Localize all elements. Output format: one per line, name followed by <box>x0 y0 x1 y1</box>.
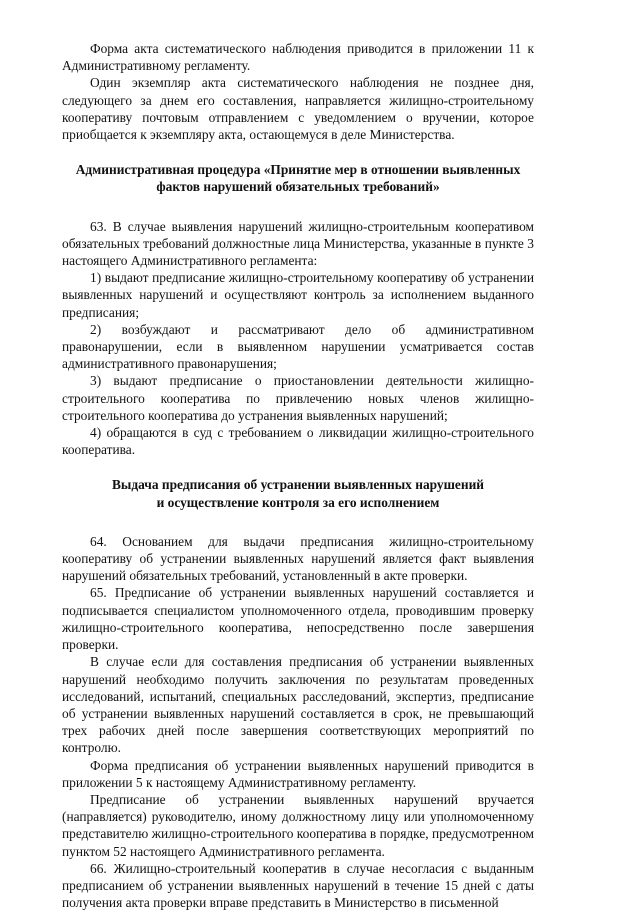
section-heading-line: фактов нарушений обязательных требований» <box>156 179 440 195</box>
paragraph: Предписание об устранении выявленных нарушений вручается (направляется) руководителю, иному должностному лицу или уполномоченному представителю жилищно-строительного кооператива в порядке, предусмотренном пунктом 52 настоящего Административного регламента. <box>62 791 534 859</box>
paragraph: 2) возбуждают и рассматривают дело об административном правонарушении, если в выявленном нарушении усматривается состав административного правонарушения; <box>62 321 534 372</box>
section-heading <box>62 476 534 510</box>
section-heading-line: и осуществление контроля за его исполнением <box>156 494 440 510</box>
paragraph: Форма предписания об устранении выявленных нарушений приводится в приложении 5 к настоящему Административному регламенту. <box>62 757 534 790</box>
document-page <box>62 40 534 911</box>
paragraph: 3) выдают предписание о приостановлении деятельности жилищно-строительного кооператива по привлечению новых членов жилищно-строительного кооператива до устранения выявленных нарушений; <box>62 373 534 423</box>
paragraph: 64. Основанием для выдачи предписания жилищно-строительному кооперативу об устранении выявленных нарушений является факт выявления нарушений обязательных требований, установленный в акте проверки. <box>62 533 534 584</box>
paragraph: Один экземпляр акта систематического наблюдения не позднее дня, следующего за днем его составления, направляется жилищно-строительному кооперативу почтовым отправлением с уведомлением о вручении, которое приобщается к экземпляру акта, остающемуся в деле Министерства. <box>62 75 534 143</box>
paragraph: В случае если для составления предписания об устранении выявленных нарушений необходимо получить заключения по результатам проведенных исследований, испытаний, специальных расследований, экспертиз, предписание об устранении выявленных нарушений составляется в срок, не превышающий трех рабочих дней после завершения соответствующих мероприятий по контролю. <box>62 654 534 756</box>
paragraph: 1) выдают предписание жилищно-строительному кооперативу об устранении выявленных нарушений и осуществляют контроль за исполнением выданного предписания; <box>62 270 534 320</box>
paragraph: 4) обращаются в суд с требованием о ликвидации жилищно-строительного кооператива. <box>62 425 534 458</box>
paragraph: 66. Жилищно-строительный кооператив в случае несогласия с выданным предписанием об устранении выявленных нарушений в течение 15 дней с даты получения акта проверки вправе представить в Министерство в письменной <box>62 860 534 911</box>
section-heading-line: Выдача предписания об устранении выявленных нарушений <box>111 477 484 493</box>
paragraph: Форма акта систематического наблюдения приводится в приложении 11 к Административному регламенту. <box>62 41 534 74</box>
section-heading-line: Административная процедура «Принятие мер в отношении выявленных <box>75 162 521 178</box>
paragraph: 63. В случае выявления нарушений жилищно-строительным кооперативом обязательных требований должностные лица Министерства, указанные в пункте 3 настоящего Административного регламента: <box>62 218 534 269</box>
paragraph: 65. Предписание об устранении выявленных нарушений составляется и подписывается специалистом уполномоченного отдела, проводившим проверку жилищно-строительного кооператива, непосредственно после завершения проверки. <box>62 585 534 653</box>
section-heading <box>62 161 534 195</box>
